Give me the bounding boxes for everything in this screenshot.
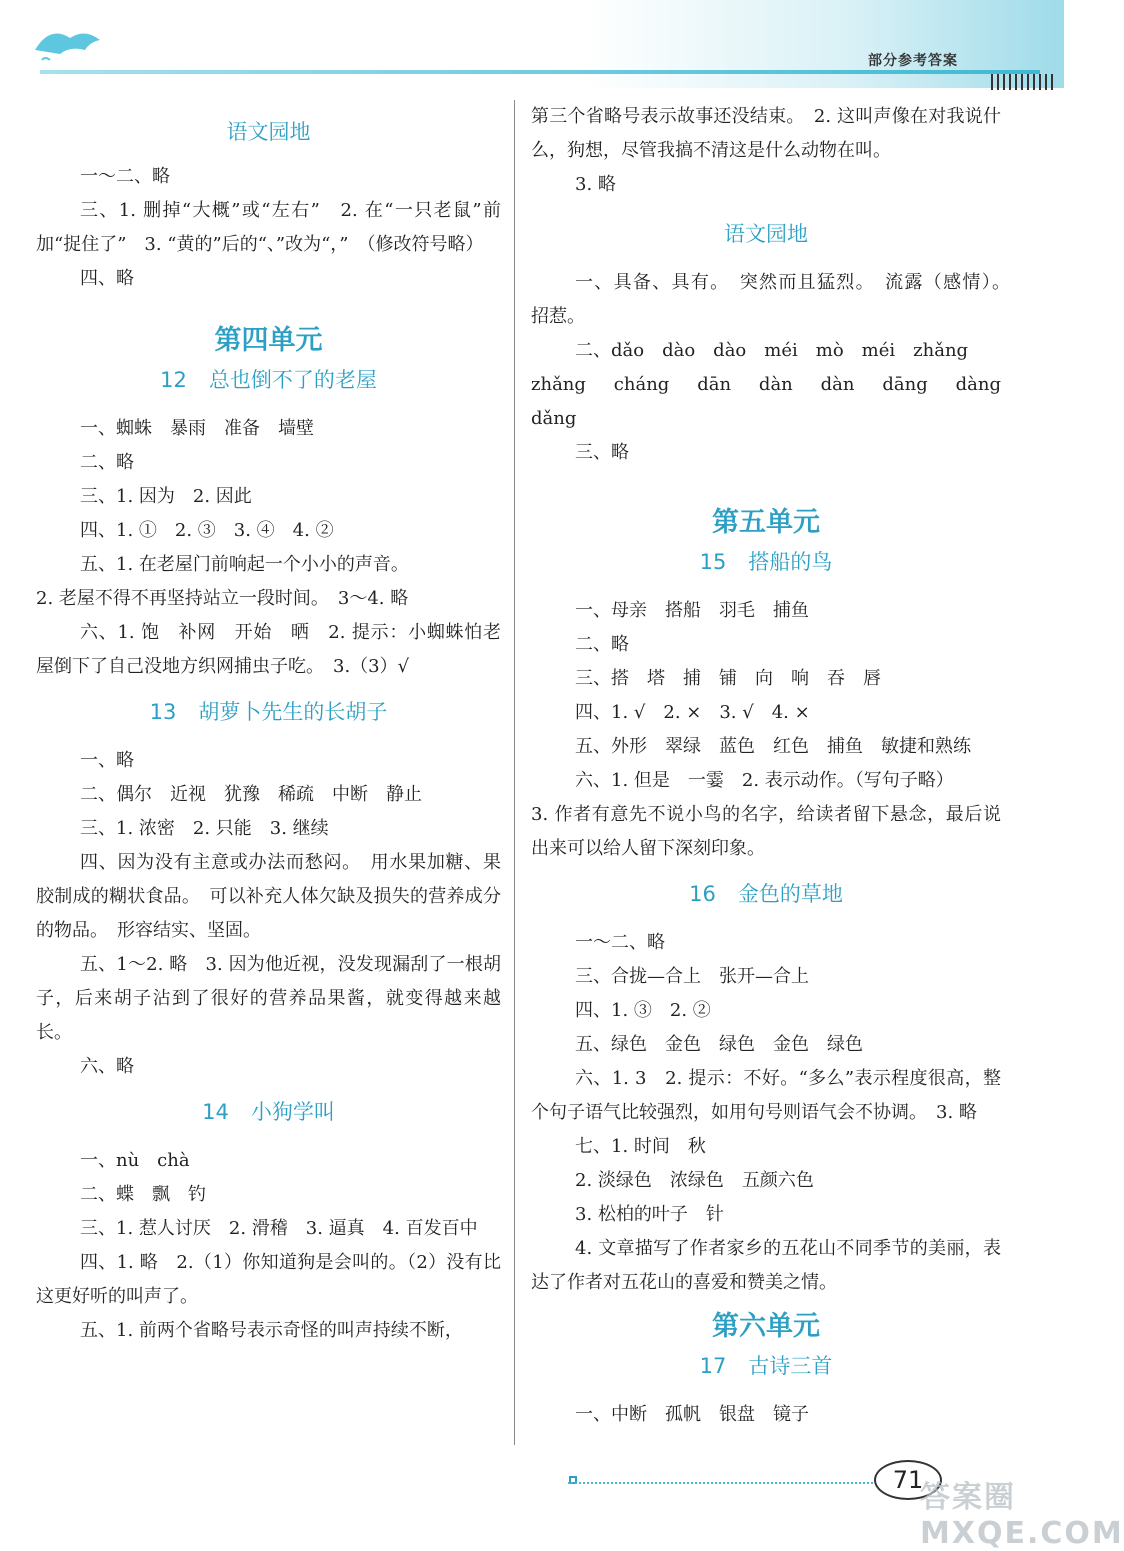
section-heading: 语文园地 [226,120,311,144]
answer-line: 四、1. √ 2. × 3. √ 4. × [575,702,810,723]
lesson-title: 搭船的鸟 [748,550,833,574]
answer-line: 一、蜘蛛 暴雨 准备 墙壁 [80,418,314,439]
column-divider [514,100,515,1445]
answer-line: 四、1. ③ 2. ② [575,1000,711,1021]
answer-line: 四、1. 略 2.（1）你知道狗是会叫的。（2）没有比这更好听的叫声了。 [36,1252,501,1307]
answer-line: 二、略 [80,452,134,473]
lesson-heading [36,364,501,412]
answer-line: 2. 老屋不得不再坚持站立一段时间。 3～4. 略 [36,588,409,609]
left-column [36,100,501,1348]
answer-line: 二、dǎo dào dào méi mò méi zhǎng [575,340,969,361]
answer-line: 二、略 [575,634,629,655]
answer-line: 五、1～2. 略 3. 因为他近视，没发现漏刮了一根胡子，后来胡子沾到了很好的营养品果酱，就变得越来越长。 [36,954,501,1043]
answer-line: 一、具备、具有。 突然而且猛烈。 流露（感情）。 招惹。 [531,272,1019,327]
answer-line: 一、中断 孤帆 银盘 镜子 [575,1404,809,1425]
answer-line: 一～二、略 [80,166,170,187]
answer-line: 三、1. 删掉“大概”或“左右” 2. 在“一只老鼠”前加“捉住了” 3. “黄的”后的“、”改为“，” （修改符号略） [36,200,501,255]
answer-line: 三、1. 惹人讨厌 2. 滑稽 3. 逼真 4. 百发百中 [80,1218,478,1239]
lesson-number: 12 [160,368,187,392]
answer-line: 五、1. 前两个省略号表示奇怪的叫声持续不断， [80,1320,463,1341]
answer-line: 一、略 [80,750,134,771]
lesson-heading [531,546,1001,594]
lesson-title: 总也倒不了的老屋 [208,368,377,392]
answer-line: 六、1. 但是 一霎 2. 表示动作。（写句子略） [575,770,954,791]
answer-line: 六、略 [80,1056,134,1077]
answer-line: 一、母亲 搭船 羽毛 捕鱼 [575,600,809,621]
answer-line: 一～二、略 [575,932,665,953]
answer-line: 二、偶尔 近视 犹豫 稀疏 中断 静止 [80,784,422,805]
answer-line: 三、略 [575,442,629,463]
answer-line: 2. 淡绿色 浓绿色 五颜六色 [575,1170,814,1191]
answer-line: 五、1. 在老屋门前响起一个小小的声音。 [80,554,409,575]
bird-logo-icon [30,20,110,70]
answer-line: 二、蝶 飘 钓 [80,1184,206,1205]
header-band [0,0,1064,88]
answer-line: 五、外形 翠绿 蓝色 红色 捕鱼 敏捷和熟练 [575,736,971,757]
watermark: 答案圈 MXQE.COM [920,1480,1124,1551]
right-column [531,100,1019,1432]
lesson-title: 胡萝卜先生的长胡子 [198,700,388,724]
unit-heading: 第六单元 [712,1311,820,1342]
lesson-number: 13 [149,700,177,724]
lesson-heading [531,1350,1001,1398]
answer-line: 3. 作者有意先不说小鸟的名字，给读者留下悬念，最后说出来可以给人留下深刻印象。 [531,804,1001,859]
lesson-heading [531,878,1001,926]
footer-dotted-rule [568,1482,873,1486]
unit-heading: 第四单元 [214,325,323,356]
answer-line: 六、1. 3 2. 提示：不好。“多么”表示程度很高，整个句子语气比较强烈，如用句号则语气会不协调。 3. 略 [531,1068,1001,1123]
answer-line: 四、1. ① 2. ③ 3. ④ 4. ② [80,520,334,541]
lesson-number: 14 [202,1100,229,1124]
header-ticks [990,74,1060,90]
lesson-number: 17 [699,1354,727,1378]
lesson-title: 小狗学叫 [250,1100,335,1124]
answer-line: zhǎng cháng dān dàn dàn dāng dàng dǎng [531,374,1019,429]
unit-heading: 第五单元 [712,507,820,538]
answer-line: 一、nù chà [80,1150,190,1171]
answer-line: 七、1. 时间 秋 [575,1136,706,1157]
lesson-number: 15 [699,550,727,574]
lesson-heading [36,1096,501,1144]
header-title: 部分参考答案 [868,53,958,69]
answer-line: 三、1. 浓密 2. 只能 3. 继续 [80,818,329,839]
answer-line: 3. 略 [575,174,616,195]
header-rule [40,70,1040,74]
lesson-heading [36,696,501,744]
answer-line: 4. 文章描写了作者家乡的五花山不同季节的美丽，表达了作者对五花山的喜爱和赞美之情。 [531,1238,1001,1293]
lesson-number: 16 [689,882,716,906]
answer-line: 3. 松柏的叶子 针 [575,1204,724,1225]
answer-line: 五、绿色 金色 绿色 金色 绿色 [575,1034,863,1055]
answer-line: 三、搭 塔 捕 铺 向 响 吞 唇 [575,668,881,689]
answer-line: 三、合拢—合上 张开—合上 [575,966,809,987]
answer-line: 六、1. 饱 补网 开始 晒 2. 提示：小蜘蛛怕老屋倒下了自己没地方织网捕虫子吃。 3.（3）√ [36,622,501,677]
answer-line: 三、1. 因为 2. 因此 [80,486,252,507]
answer-line: 第三个省略号表示故事还没结束。 2. 这叫声像在对我说什么，狗想，尽管我搞不清这是什么动物在叫。 [531,106,1001,161]
lesson-title: 金色的草地 [737,882,843,906]
page-number: 71 [874,1460,942,1500]
lesson-title: 古诗三首 [748,1354,833,1378]
answer-line: 四、略 [80,268,134,289]
section-heading: 语文园地 [724,222,808,246]
answer-line: 四、因为没有主意或办法而愁闷。 用水果加糖、果胶制成的糊状食品。 可以补充人体欠缺及损失的营养成分的物品。 形容结实、坚固。 [36,852,501,941]
